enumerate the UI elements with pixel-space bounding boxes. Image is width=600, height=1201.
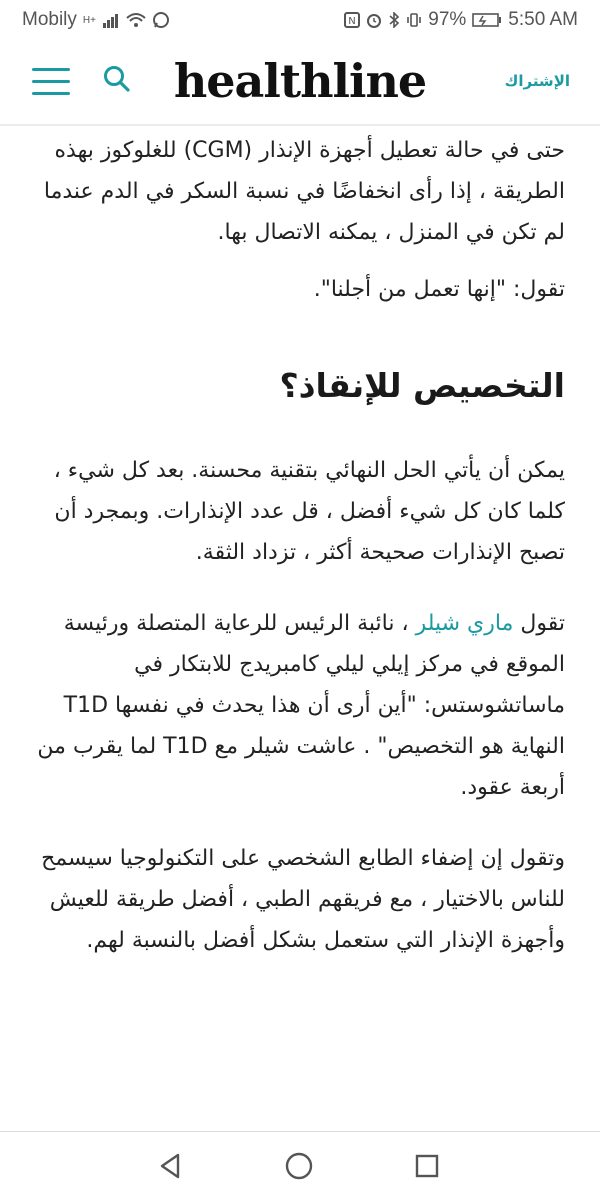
article-body <box>30 128 565 961</box>
site-logo[interactable]: healthline <box>173 54 427 108</box>
battery-icon <box>472 12 502 28</box>
section-heading: التخصيص للإنقاذ؟ <box>279 366 565 405</box>
recents-button[interactable] <box>412 1151 444 1183</box>
site-header <box>0 40 600 126</box>
wifi-icon <box>126 12 146 28</box>
battery-percent: 97% <box>428 9 467 30</box>
article-paragraph <box>30 603 565 808</box>
person-link[interactable]: ماري شيلر <box>415 611 514 636</box>
status-right <box>344 9 578 31</box>
clock: 5:50 AM <box>508 9 578 30</box>
article-paragraph: وتقول إن إضفاء الطابع الشخصي على التكنولوجيا سيسمح للناس بالاختيار ، مع فريقهم الطبي ، أفضل طريقة للعيش وأجهزة الإنذار التي ستعمل بشكل أفضل بالنسبة لهم. <box>41 846 565 953</box>
article-paragraph: حتى في حالة تعطيل أجهزة الإنذار (CGM) للغلوكوز بهذه الطريقة ، إذا رأى انخفاضًا في نسبة السكر في الدم عندما لم تكن في المنزل ، يمكنه الاتصال بها. <box>43 138 565 245</box>
recents-icon <box>412 1151 442 1181</box>
svg-text:N: N <box>348 16 356 27</box>
article-paragraph: تقول: "إنها تعمل من أجلنا". <box>313 277 565 302</box>
alarm-icon <box>366 12 382 28</box>
paragraph-text: ، نائبة الرئيس للرعاية المتصلة ورئيسة الموقع في مركز إيلي ليلي كامبريدج للابتكار في ماساتشوستس: "أين أرى أن هذا يحدث في نفسها T1D النهاية هو التخصيص" . عاشت شيلر مع T1D لما يقرب من أربعة عقود. <box>37 611 565 800</box>
carrier-name: Mobily <box>22 9 77 30</box>
whatsapp-icon <box>152 11 170 29</box>
subscribe-link[interactable]: الإشتراك <box>504 72 570 90</box>
home-button[interactable] <box>284 1151 316 1183</box>
back-button[interactable] <box>156 1151 188 1183</box>
back-icon <box>156 1151 186 1181</box>
bluetooth-icon <box>388 12 400 28</box>
paragraph-text: تقول <box>513 611 565 636</box>
status-bar <box>0 0 600 40</box>
vibrate-icon <box>406 12 422 28</box>
signal-icon <box>102 12 120 28</box>
nfc-icon <box>344 12 360 28</box>
system-nav-bar <box>0 1131 600 1201</box>
article-paragraph: يمكن أن يأتي الحل النهائي بتقنية محسنة. بعد كل شيء ، كلما كان كل شيء أفضل ، قل عدد الإنذارات. وبمجرد أن تصبح الإنذارات صحيحة أكثر ، تزداد الثقة. <box>53 458 565 565</box>
status-left <box>22 9 170 31</box>
network-type: H+ <box>82 14 96 26</box>
home-icon <box>284 1151 314 1181</box>
